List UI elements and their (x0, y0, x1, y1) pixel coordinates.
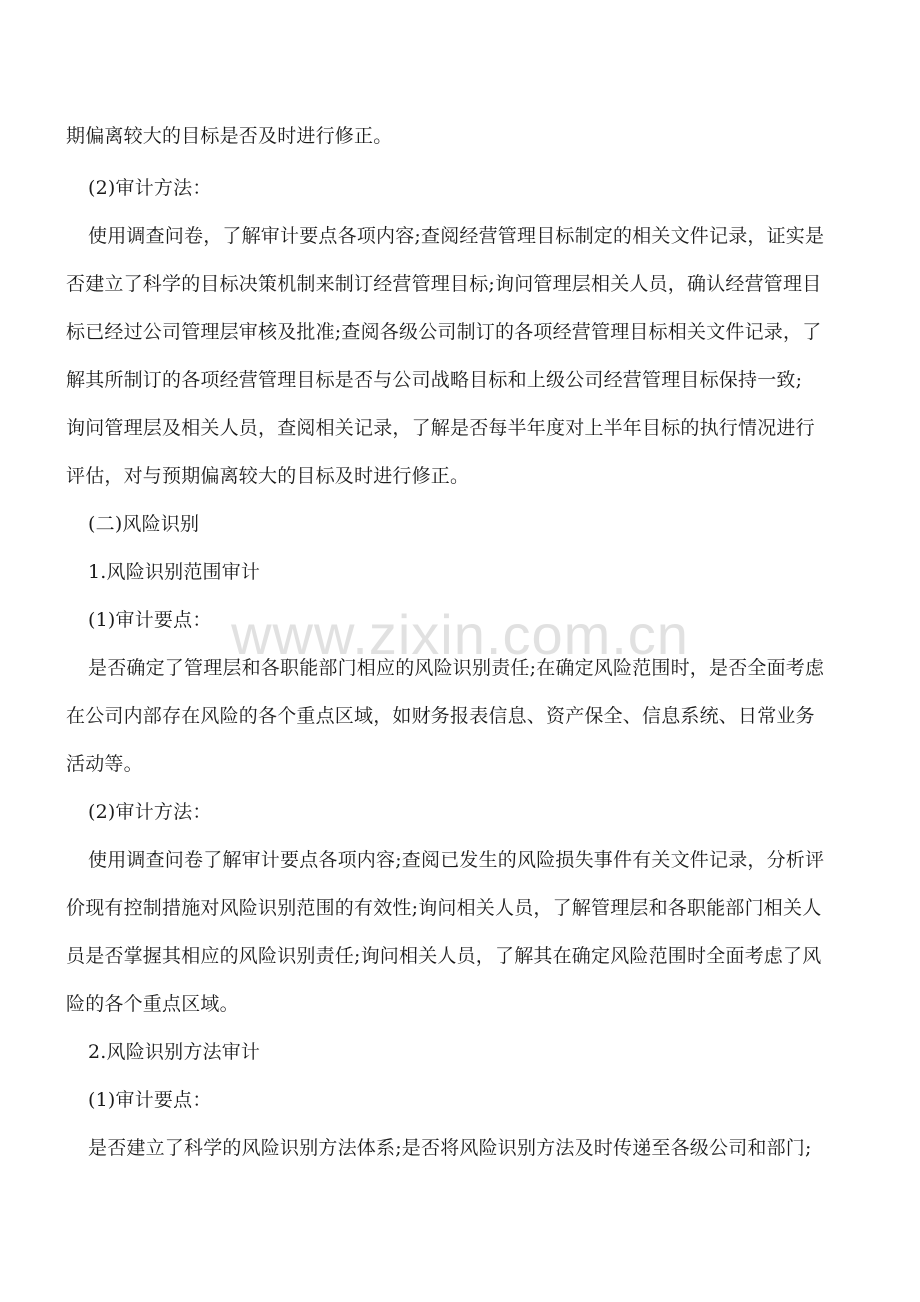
paragraph-line: 使用调查问卷了解审计要点各项内容;查阅已发生的风险损失事件有关文件记录，分析评 (88, 849, 825, 871)
subheading-audit-method: (2)审计方法： (88, 801, 212, 823)
paragraph-continuation: 期偏离较大的目标是否及时进行修正。 (66, 125, 393, 147)
paragraph-line: 询问管理层及相关人员，查阅相关记录，了解是否每半年度对上半年目标的执行情况进行 (66, 417, 815, 439)
paragraph-line: 员是否掌握其相应的风险识别责任;询问相关人员，了解其在确定风险范围时全面考虑了风 (66, 945, 822, 967)
subheading-audit-method: (2)审计方法： (88, 177, 212, 199)
paragraph-line: 是否确定了管理层和各职能部门相应的风险识别责任;在确定风险范围时，是否全面考虑 (88, 657, 825, 679)
subsection-heading: 2.风险识别方法审计 (88, 1041, 261, 1063)
paragraph-line: 否建立了科学的目标决策机制来制订经营管理目标;询问管理层相关人员，确认经营管理目 (66, 273, 822, 295)
paragraph-line: 评估，对与预期偏离较大的目标及时进行修正。 (66, 465, 470, 487)
paragraph-line: 活动等。 (66, 753, 143, 775)
paragraph-line: 标已经过公司管理层审核及批准;查阅各级公司制订的各项经营管理目标相关文件记录，了 (66, 321, 822, 343)
subheading-audit-points: (1)审计要点： (88, 1089, 212, 1111)
subheading-audit-points: (1)审计要点： (88, 609, 212, 631)
paragraph-line: 解其所制订的各项经营管理目标是否与公司战略目标和上级公司经营管理目标保持一致; (66, 369, 803, 391)
paragraph-line: 是否建立了科学的风险识别方法体系;是否将风险识别方法及时传递至各级公司和部门; (88, 1137, 812, 1159)
section-heading-risk-identification: (二)风险识别 (88, 513, 200, 535)
paragraph-line: 在公司内部存在风险的各个重点区域，如财务报表信息、资产保全、信息系统、日常业务 (66, 705, 815, 727)
paragraph-line: 价现有控制措施对风险识别范围的有效性;询问相关人员，了解管理层和各职能部门相关人 (66, 897, 822, 919)
paragraph-line: 使用调查问卷，了解审计要点各项内容;查阅经营管理目标制定的相关文件记录，证实是 (88, 225, 825, 247)
paragraph-line: 险的各个重点区域。 (66, 993, 239, 1015)
watermark: www.zixin.com.cn (231, 603, 689, 666)
subsection-heading: 1.风险识别范围审计 (88, 561, 261, 583)
